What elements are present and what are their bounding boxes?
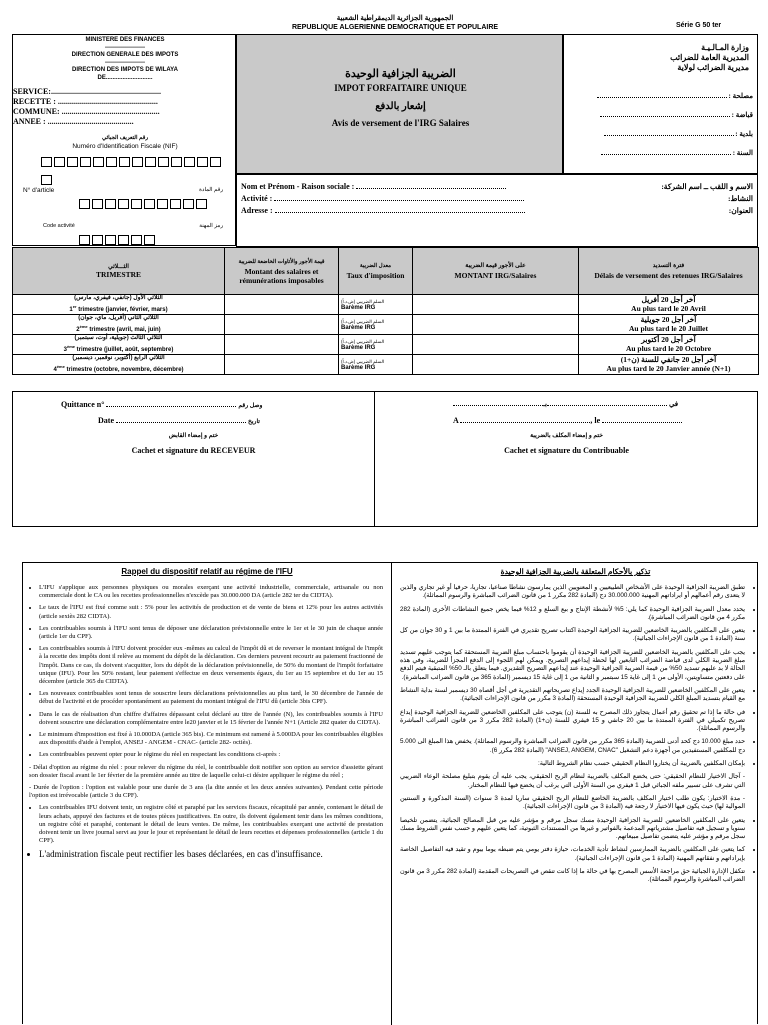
list-item: • كما يتعين على المكلفين بالضريبة الممارسين لنشاط تأدية الخدمات، حيازة دفتر يومي يتم ضبطه يوما بيوم و تقيد فيه التفاصيل الخاصة بإيراداتهم و نفقاتهم المهنية (المادة 1 من قانون الإجراءات الجبائية).: [400, 846, 745, 863]
list-item: • Les contribuables IFU doivent tenir, un registre côté et paraphé par les services fiscaux, récapitulé par année, contenant le détail de leurs achats, appuyé des factures et de toutes pièces justificatives. En outre, ils doivent également tenir dans les mêmes conditions, un registre côté et paraphé, contenant le détail de leurs ventes. De même, les contribuables exerçant une activité de prestation doivent tenir un livre journal servi au jour le jour et représentant le détail de leurs recettes et dépenses professionnelles (article 1 du CPF).: [39, 804, 383, 845]
wilaya-de: DE............................: [97, 74, 153, 81]
ministry-label: MINISTERE DES FINANCES: [85, 37, 165, 43]
article-label-fr: N° d'article: [23, 187, 55, 194]
title-block: [236, 34, 563, 174]
list-item: • حدد مبلغ 10.000 دج كحد أدنى للضريبة (المادة 365 مكرر من قانون الضرائب المباشرة والرسوم المماثلة). يخفض هذا المبلغ الى 5.000 دج للمكلفين المستفيدين من أجهزة دعم التشغيل "ANSEJ, ANGEM, CNAC" (المادة 282 مكرر 6).: [400, 738, 745, 755]
annee-field[interactable]: ANNEE : ...........................................: [13, 117, 134, 126]
dgi-ar: المديرية العامة للضرائب: [670, 53, 749, 62]
cachet-receveur-ar: ختم و إمضاء القابض: [168, 433, 219, 439]
list-item: • يتعين على المكلفين الخاضعين للضريبة الجزافية الوحيدة مسك سجل مرقم و مؤشر عليه من قبل المصالح الجبائية، يتضمن تلخيصا سنويا و تسجيل فيه تفاصيل مشترياتهم المدعمة بالفواتير و غيرها من المستندات الثبوتية، كما يتعين عليهم و حسب نفس الشروط مسك سجل مرقم و مؤشر عليه يتضمن تفاصيل مبيعاتهم.: [400, 817, 745, 842]
row-ar: الثلاثي الثالث (جويلية، أوت، سبتمبر): [74, 335, 163, 341]
list-item: • Les contribuables peuvent opter pour le régime du réel en respectant les conditions ci-après :: [39, 751, 383, 759]
nom-ar-label: الاسم و اللقب ــ اسم الشركة:: [661, 182, 753, 191]
table-header-row: [13, 248, 759, 295]
recette-field[interactable]: RECETTE : ..................................................: [13, 97, 158, 106]
list-item: • Le taux de l'IFU est fixé comme suit : 5% pour les activités de production et de vente de biens et 12% pour les autres activités (article sexiès 282 CIDTA).: [39, 604, 383, 620]
list-item: • Dans le cas de réalisation d'un chiffre d'affaires dépassant celui déclaré au titre de l'année (N), les contribuables soumis à l'IFU doivent souscrire une déclaration complémentaire entre le20 janvier et le 15 février de l'année N+1 (Article 282 quater du CIDTA).: [39, 711, 383, 727]
row-ar: الثلاثي الرابع (أكتوبر، نوفمبر، ديسمبر): [72, 355, 165, 361]
place-date-ar[interactable]: [453, 400, 753, 408]
adresse-ar-label: العنوان:: [728, 206, 753, 215]
list-item: • تتكفل الإدارة الجبائية حق مراجعة الأسس المصرح بها في حالة ما إذا كانت تنقص في التصريحات المقدمة (المادة 282 مكرر 3 من قانون الضرائب المباشرة والرسوم المماثلة).: [400, 868, 745, 885]
fi-ar: في: [668, 401, 679, 408]
rules-ar-title: تذكير بالأحكام المتعلقة بالضريبة الجزافية الوحيدة: [500, 567, 651, 576]
quittance-ar: وصل رقم: [238, 403, 263, 409]
republic-fr: REPUBLIQUE ALGERIENNE DEMOCRATIQUE ET POPULAIRE: [291, 24, 499, 31]
place-date-field[interactable]: [453, 416, 753, 425]
list-item: • Les contribuables soumis à l'IFU doivent procéder eux -mêmes au calcul de l'impôt dû et de reverser le montant intégral de l'impôt à la recette des impôts dont il relève au moment du dépôt de la déclaration. Ces derniers peuvent recourir au paiement fractionné de l'impôt. Dans ce cas, ils doivent s'acquitter, lors du dépôt de la déclaration prévisionnelle, de 50% du montant de l'impôt forfaitaire unique (IFU). Pour les 50% restant, leur paiement s'effectue en deux versements égaux, du 1er au 15 septembre et du 1er au 15 décembre (article 365 du CIDTA).: [39, 645, 383, 686]
qabada-label: قباضة :: [731, 111, 753, 119]
list-item: • يتعين على المكلفين الخاضعين للضريبة الجزافية الوحيدة الجدد إيداع تصريحاتهم التقديرية في أجل أقصاه 30 ديسمبر لسنة بداية النشاط مع القيام بتسديد المبلغ الكلي للضريبة الجزافية الوحيدة المستحقة (المادة 3 مكرر من قانون الإجراءات الجبائية).: [400, 687, 745, 704]
head-taux: معدل الضريبة Taux d'imposition: [339, 248, 413, 295]
option-item: - آجال الاختيار للنظام الحقيقي: حتى يخضع المكلف بالضريبة لنظام الربح الحقيقي، يجب عليه أن يقوم بتبليغ مصلحة الوعاء الضريبي التي تشرف على تسيير ملفه الجبائي قبل 1 فيفري من السنة الأولى التي يرغب أن يخضع فيها للنظام المختار.: [400, 773, 745, 789]
date-label: Date: [98, 416, 114, 425]
irg-cell[interactable]: [413, 315, 579, 335]
montant-cell[interactable]: [225, 335, 339, 355]
dgi-label: DIRECTION GENERALE DES IMPOTS: [71, 52, 179, 58]
option-item: - Délai d'option au régime du réel : pour relever du régime du réel, le contribuable doit notifier son option au service d'assiette gérant son dossier fiscal avant le 1er février de la première année au titre de laquelle celui-ci désire appliquer le régime du réel ;: [29, 763, 383, 779]
list-item: • يتعين على المكلفين بالضريبة الخاضعين للضريبة الجزافية الوحيدة اكتتاب تصريح تقديري في الفترة الممتدة ما بين 1 و 30 جوان من كل سنة (المادة 1 من قانون الإجراءات الجبائية).: [400, 627, 745, 644]
ministry-ar: وزارة المـالـيـة: [701, 43, 749, 52]
irg-cell[interactable]: [413, 355, 579, 375]
republic-ar: الجمهورية الجزائرية الديمقراطية الشعبية: [336, 15, 454, 22]
head-trimestre: الثـــلاثي TRIMESTRE: [13, 248, 225, 295]
article-label-ar: رقم المادة: [199, 187, 223, 193]
option-item: - مدة الاختيار: يكون طلب اختيار المكلف بالضريبة الخاضع للنظام الربح الحقيقي ساريا لمدة 3 سنوات (السنة المذكورة و السنتين الموالية لها) حيث يكون فيها الاختيار لا رجعة فيه (المادة 3 من قانون الإجراءات الجبائية).: [400, 794, 745, 811]
a-label: A: [453, 416, 459, 425]
separator: --------------------: [105, 44, 145, 51]
list-item: • Les nouveaux contribuables sont tenus de souscrire leurs déclarations prévisionnelles au plus tard, le 30 décembre de l'année de début de l'activité et de procéder spontanément au paiement du montant intégral de l'IFU dû (article 3bis CPF).: [39, 690, 383, 706]
list-item: • Le minimum d'imposition est fixé à 10.000DA (article 365 bis). Ce minimum est ramené à 5.000DA pour les contribuables éligibles aux dispositifs d'aide à l'emploi, ANSEJ - ANGEM - CNAC- (article 282- octiès).: [39, 731, 383, 747]
cachet-contrib-ar: ختم و إمضاء المكلف بالضريبة: [530, 433, 603, 439]
cachet-receveur-fr: Cachet et signature du RECEVEUR: [131, 446, 256, 455]
rules-fr-title: Rappel du dispositif relatif au régime de l'IFU: [121, 567, 293, 576]
date-ar: تاريخ: [248, 419, 260, 425]
trimestre-table: [12, 247, 759, 375]
list-item: • يجب على المكلفين بالضريبة الخاضعين للضريبة الجزافية الوحيدة أن يقوموا باحتساب مبلغ الضريبة المستحقة كما يتوجب عليهم تسديد مبلغ الضريبة الكلي لدى قباضة الضرائب التابعين لها لحظة إيداعهم التصريح. ويمكن لهم اللجوء إلى الدفع المجزأ للضريبة، وفي هذه الحالة لا بد عليهم تسديد 50% من قيمة الضريبة الجزافية الوحيدة عند إيداعهم التصريح التقديري. فيما يتعلق بالـ 50% المتبقية فيتم الدفع على دفعتين متساويتين، الأولى من 1 إلى غاية 15 سبتمبر و الثانية من 1 إلى غاية 15 ديسمبر (المادة 365 من قانون الضرائب المباشرة).: [400, 649, 745, 682]
list-item: • بإمكان المكلفين بالضريبة أن يختاروا النظام الحقيقي حسب نظام الشروط التالية:: [400, 760, 745, 768]
activite-label-fr: Code activité: [43, 223, 75, 229]
list-item: • L'IFU s'applique aux personnes physiques ou morales exerçant une activité industrielle, commerciale, artisanale ou non commerciale dont le CA ou les recettes professionnelles n'excède pas 30.000.000 DA (article 282 ter du CIDTA).: [39, 584, 383, 600]
taxpayer-block: [236, 174, 758, 247]
baladia-label: بلدية :: [735, 130, 753, 138]
montant-cell[interactable]: [225, 315, 339, 335]
nif-label-fr: Numéro d'Identification Fiscale (NIF): [72, 143, 178, 150]
subtitle-fr: Avis de versement de l'IRG Salaires: [331, 118, 470, 128]
list-item: • L'administration fiscale peut rectifier les bases déclarées, en cas d'insuffisance.: [39, 849, 383, 860]
irg-cell[interactable]: [413, 335, 579, 355]
montant-cell[interactable]: [225, 355, 339, 375]
commune-field[interactable]: COMMUNE: .................................................: [13, 107, 160, 116]
adresse-label: Adresse :: [241, 206, 275, 215]
signature-block: [12, 391, 758, 527]
wilaya-label: DIRECTION DES IMPOTS DE WILAYA: [72, 67, 178, 73]
left-admin-block: [12, 34, 236, 246]
wilaya-ar: مديرية الضرائب لولاية: [677, 63, 749, 72]
article-digit-boxes[interactable]: [79, 195, 209, 213]
cachet-contrib-fr: Cachet et signature du Contribuable: [504, 446, 629, 455]
quittance-label: Quittance n°: [61, 400, 105, 409]
head-irg: على الأجور قيمة الضريبة MONTANT IRG/Salaires: [413, 248, 579, 295]
title-ar: الضريبة الجزافية الوحيدة: [345, 68, 456, 80]
activite-label-ar: رمز المهنة: [199, 223, 223, 229]
right-admin-block: [563, 34, 758, 174]
table-row: الثلاثي الأول (جانفي، فيفري، مارس) 1er trimestre (janvier, février, mars) السلم الضريبي (ض.د.أ) Barème IRG آخر أجل 20 أفريل Au plus tard le 20 Avril: [13, 295, 759, 315]
row-ar: الثلاثي الأول (جانفي، فيفري، مارس): [74, 295, 163, 301]
baladia-field[interactable]: [573, 125, 753, 144]
rules-block: [22, 562, 758, 1024]
a-ar: بـ: [543, 401, 547, 408]
irg-cell[interactable]: [413, 295, 579, 315]
title-fr: IMPOT FORFAITAIRE UNIQUE: [334, 83, 467, 93]
list-item: • يحدد معدل الضريبة الجزافية الوحيدة كما يلي: 5% لأنشطة الإنتاج و بيع السلع و 12% فيما يخص جميع النشاطات الأخرى (المادة 282 مكرر 4 من قانون الضرائب المباشرة).: [400, 606, 745, 623]
list-item: • في حالة ما إذا تم تحقيق رقم أعمال يتجاوز ذلك المصرح به للسنة (ن) يتوجب على المكلفين الخاضعين للضريبة الجزافية الوحيدة إيداع تصريح تكميلي في الفترة الممتدة ما بين 20 جانفي و 15 فيفري للسنة (ن+1) (المادة 282 مكرر 3 من قانون الضرائب المباشرة والرسوم المماثلة).: [400, 709, 745, 734]
list-item: • Les contribuables soumis à l'IFU sont tenus de déposer une déclaration prévisionnelle entre le 1er et le 30 juin de chaque année (article 1er du CPF).: [39, 625, 383, 641]
table-row: الثلاثي الثالث (جويلية، أوت، سبتمبر) 3ème trimestre (juillet, août, septembre) السلم الضريبي (ض.د.أ) Barème IRG آخر أجل 20 أكتوبر Au plus tard le 20 Octobre: [13, 335, 759, 355]
activite-field[interactable]: [241, 193, 561, 205]
table-row: الثلاثي الثاني (أفريل، ماي، جوان) 2ème trimestre (avril, mai, juin) السلم الضريبي (ض.د.أ) Barème IRG آخر أجل 20 جويلية Au plus tard le 20 Juillet: [13, 315, 759, 335]
row-ar: الثلاثي الثاني (أفريل، ماي، جوان): [78, 315, 159, 321]
rules-ar-list: [392, 584, 759, 885]
separator: --------------------: [105, 59, 145, 66]
table-row: الثلاثي الرابع (أكتوبر، نوفمبر، ديسمبر) 4ème trimestre (octobre, novembre, décembre) السلم الضريبي (ض.د.أ) Barème IRG آخر أجل 20 جانفي للسنة (ن+1) Au plus tard le 20 Janvier année (N+1): [13, 355, 759, 375]
subtitle-ar: إشعار بالدفع: [375, 101, 426, 112]
maslaha-field[interactable]: [573, 87, 753, 106]
adresse-field[interactable]: [241, 205, 561, 217]
option-item: - Durée de l'option : l'option est valable pour une durée de 3 ans (la dite année et les deux années suivantes). Pendant cette période l'option est irrévocable (article 3 du CPF).: [29, 784, 383, 800]
qabada-field[interactable]: [573, 106, 753, 125]
activite-label: Activité :: [241, 194, 275, 203]
activite-ar-label: النشاط:: [727, 194, 753, 203]
sana-field[interactable]: [573, 144, 753, 163]
sana-label: السنة :: [732, 149, 753, 157]
head-delai: فترة التسديد Délais de versement des retenues IRG/Salaires: [579, 248, 759, 295]
quittance-field[interactable]: [61, 400, 361, 409]
montant-cell[interactable]: [225, 295, 339, 315]
le-label: , le: [590, 416, 601, 425]
rules-fr-list: [23, 584, 391, 860]
nom-field[interactable]: [241, 181, 561, 193]
head-montant: قيمة الأجور والأتاوات الخاضعة للضريبة Montant des salaires et rémunérations imposables: [225, 248, 339, 295]
serie-code: Série G 50 ter: [676, 22, 722, 29]
list-item: • تطبق الضريبة الجزافية الوحيدة على الأشخاص الطبيعيين و المعنويين الذين يمارسون نشاطا صناعيا، تجاريا، حرفيا أو غير تجاري والذين لا يتعدى رقم أعمالهم أو ايراداتهم المهنية 30.000.000 دج (المادة 282 مكرر 1 من قانون الضرائب المباشرة والرسوم المماثلة).: [400, 584, 745, 601]
nom-label: Nom et Prénom - Raison sociale :: [241, 182, 357, 191]
maslaha-label: مصلحة :: [728, 92, 753, 100]
service-field[interactable]: SERVICE:.......................................................: [13, 87, 161, 96]
rules-ar-column: [392, 563, 759, 1025]
rules-fr-column: [23, 563, 391, 1025]
date-field[interactable]: [98, 416, 358, 425]
nif-label-ar: رقم التعريف الجبائي: [102, 135, 148, 141]
nif-digit-boxes[interactable]: [41, 153, 235, 189]
